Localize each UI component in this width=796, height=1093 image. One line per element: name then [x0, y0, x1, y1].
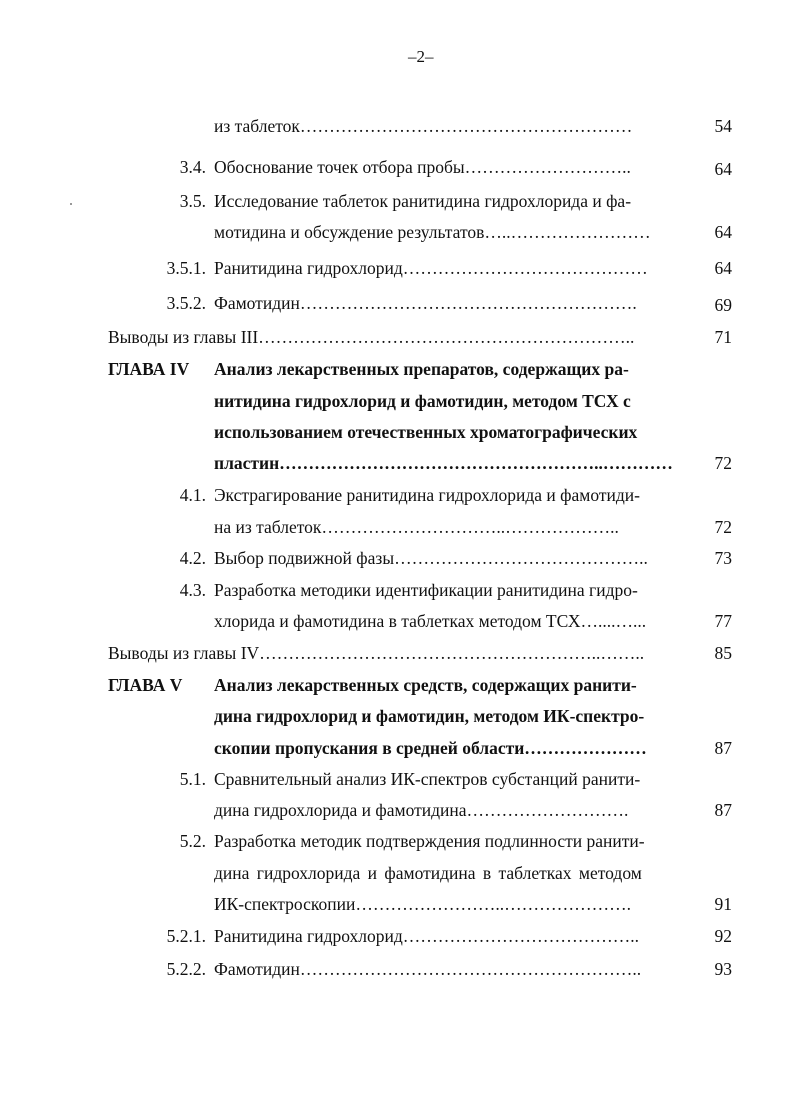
- toc-entry-text: дина гидрохлорида и фамотидина в таблетках методом: [214, 863, 642, 883]
- toc-entry-page: 87: [714, 738, 732, 758]
- toc-entry-text: Разработка методики идентификации ранитидина гидро-: [214, 580, 638, 600]
- toc-entry-number: 4.2.: [179, 548, 206, 568]
- toc-entry-text: ИК-спектроскопии……………………..………………….: [214, 894, 631, 914]
- toc-entry-number: 3.5.1.: [166, 258, 206, 278]
- scan-speck: [70, 203, 72, 205]
- toc-entry-text: Исследование таблеток ранитидина гидрохлорида и фа-: [214, 191, 632, 211]
- toc-entry-text: Разработка методик подтверждения подлинности ранити-: [214, 831, 645, 851]
- toc-entry-text: мотидина и обсуждение результатов…..……………………: [214, 222, 651, 242]
- toc-entry-text: Ранитидина гидрохлорид……………………………………: [214, 258, 648, 278]
- toc-entry-text: из таблеток…………………………………………………: [214, 116, 633, 136]
- toc-entry-page: 54: [714, 116, 732, 136]
- chapter-title: Анализ лекарственных средств, содержащих ранити-: [214, 675, 637, 695]
- toc-entry-page: 92: [714, 926, 732, 946]
- toc-entry-text: Фамотидин…………………………………………………..: [214, 959, 642, 979]
- toc-entry-text: Выводы из главы IV…………………………………………………..……..: [108, 643, 645, 663]
- toc-entry-page: 87: [714, 800, 732, 820]
- toc-entry-text: на из таблеток…………………………..………………..: [214, 517, 619, 537]
- toc-entry-text: Сравнительный анализ ИК-спектров субстанций ранити-: [214, 769, 641, 789]
- toc-entry-text: хлорида и фамотидина в таблетках методом ТСХ…....…...: [214, 611, 647, 631]
- chapter-title: использованием отечественных хроматографических: [214, 422, 638, 442]
- toc-entry-page: 64: [714, 258, 732, 278]
- toc-entry-page: 85: [714, 643, 732, 663]
- chapter-label: ГЛАВА IV: [108, 359, 190, 379]
- toc-entry-page: 64: [714, 159, 732, 179]
- chapter-title: пластин………………………………………………..…………: [214, 453, 673, 473]
- toc-entry-number: 3.5.: [179, 191, 206, 211]
- toc-entry-number: 5.2.2.: [166, 959, 206, 979]
- toc-entry-page: 71: [714, 327, 732, 347]
- chapter-title: скопии пропускания в средней области…………………: [214, 738, 647, 758]
- toc-entry-page: 73: [714, 548, 732, 568]
- toc-entry-number: 5.1.: [179, 769, 206, 789]
- toc-entry-page: 69: [714, 295, 732, 315]
- toc-entry-text: Обоснование точек отбора пробы………………………..: [214, 157, 631, 177]
- chapter-label: ГЛАВА V: [108, 675, 183, 695]
- toc-entry-page: 64: [714, 222, 732, 242]
- chapter-title: дина гидрохлорид и фамотидин, методом ИК-спектро-: [214, 706, 645, 726]
- toc-entry-page: 72: [714, 517, 732, 537]
- toc-entry-text: дина гидрохлорида и фамотидина……………………….: [214, 800, 629, 820]
- chapter-title: Анализ лекарственных препаратов, содержащих ра-: [214, 359, 629, 379]
- toc-entry-text: Экстрагирование ранитидина гидрохлорида и фамотиди-: [214, 485, 640, 505]
- toc-entry-text: Фамотидин………………………………………………….: [214, 293, 637, 313]
- toc-entry-text: Выводы из главы III………………………………………………………..: [108, 327, 635, 347]
- toc-entry-page: 91: [714, 894, 732, 914]
- page-number: –2–: [408, 47, 434, 66]
- toc-entry-number: 5.2.: [179, 831, 206, 851]
- toc-entry-page: 93: [714, 959, 732, 979]
- toc-entry-text: Выбор подвижной фазы……………………………………..: [214, 548, 648, 568]
- toc-entry-number: 3.4.: [179, 157, 206, 177]
- toc-entry-page: 72: [714, 453, 732, 473]
- toc-entry-number: 4.1.: [179, 485, 206, 505]
- toc-entry-number: 5.2.1.: [166, 926, 206, 946]
- toc-entry-number: 4.3.: [179, 580, 206, 600]
- chapter-title: нитидина гидрохлорид и фамотидин, методом ТСХ с: [214, 391, 631, 411]
- toc-entry-page: 77: [714, 611, 732, 631]
- toc-entry-text: Ранитидина гидрохлорид…………………………………..: [214, 926, 640, 946]
- toc-entry-number: 3.5.2.: [166, 293, 206, 313]
